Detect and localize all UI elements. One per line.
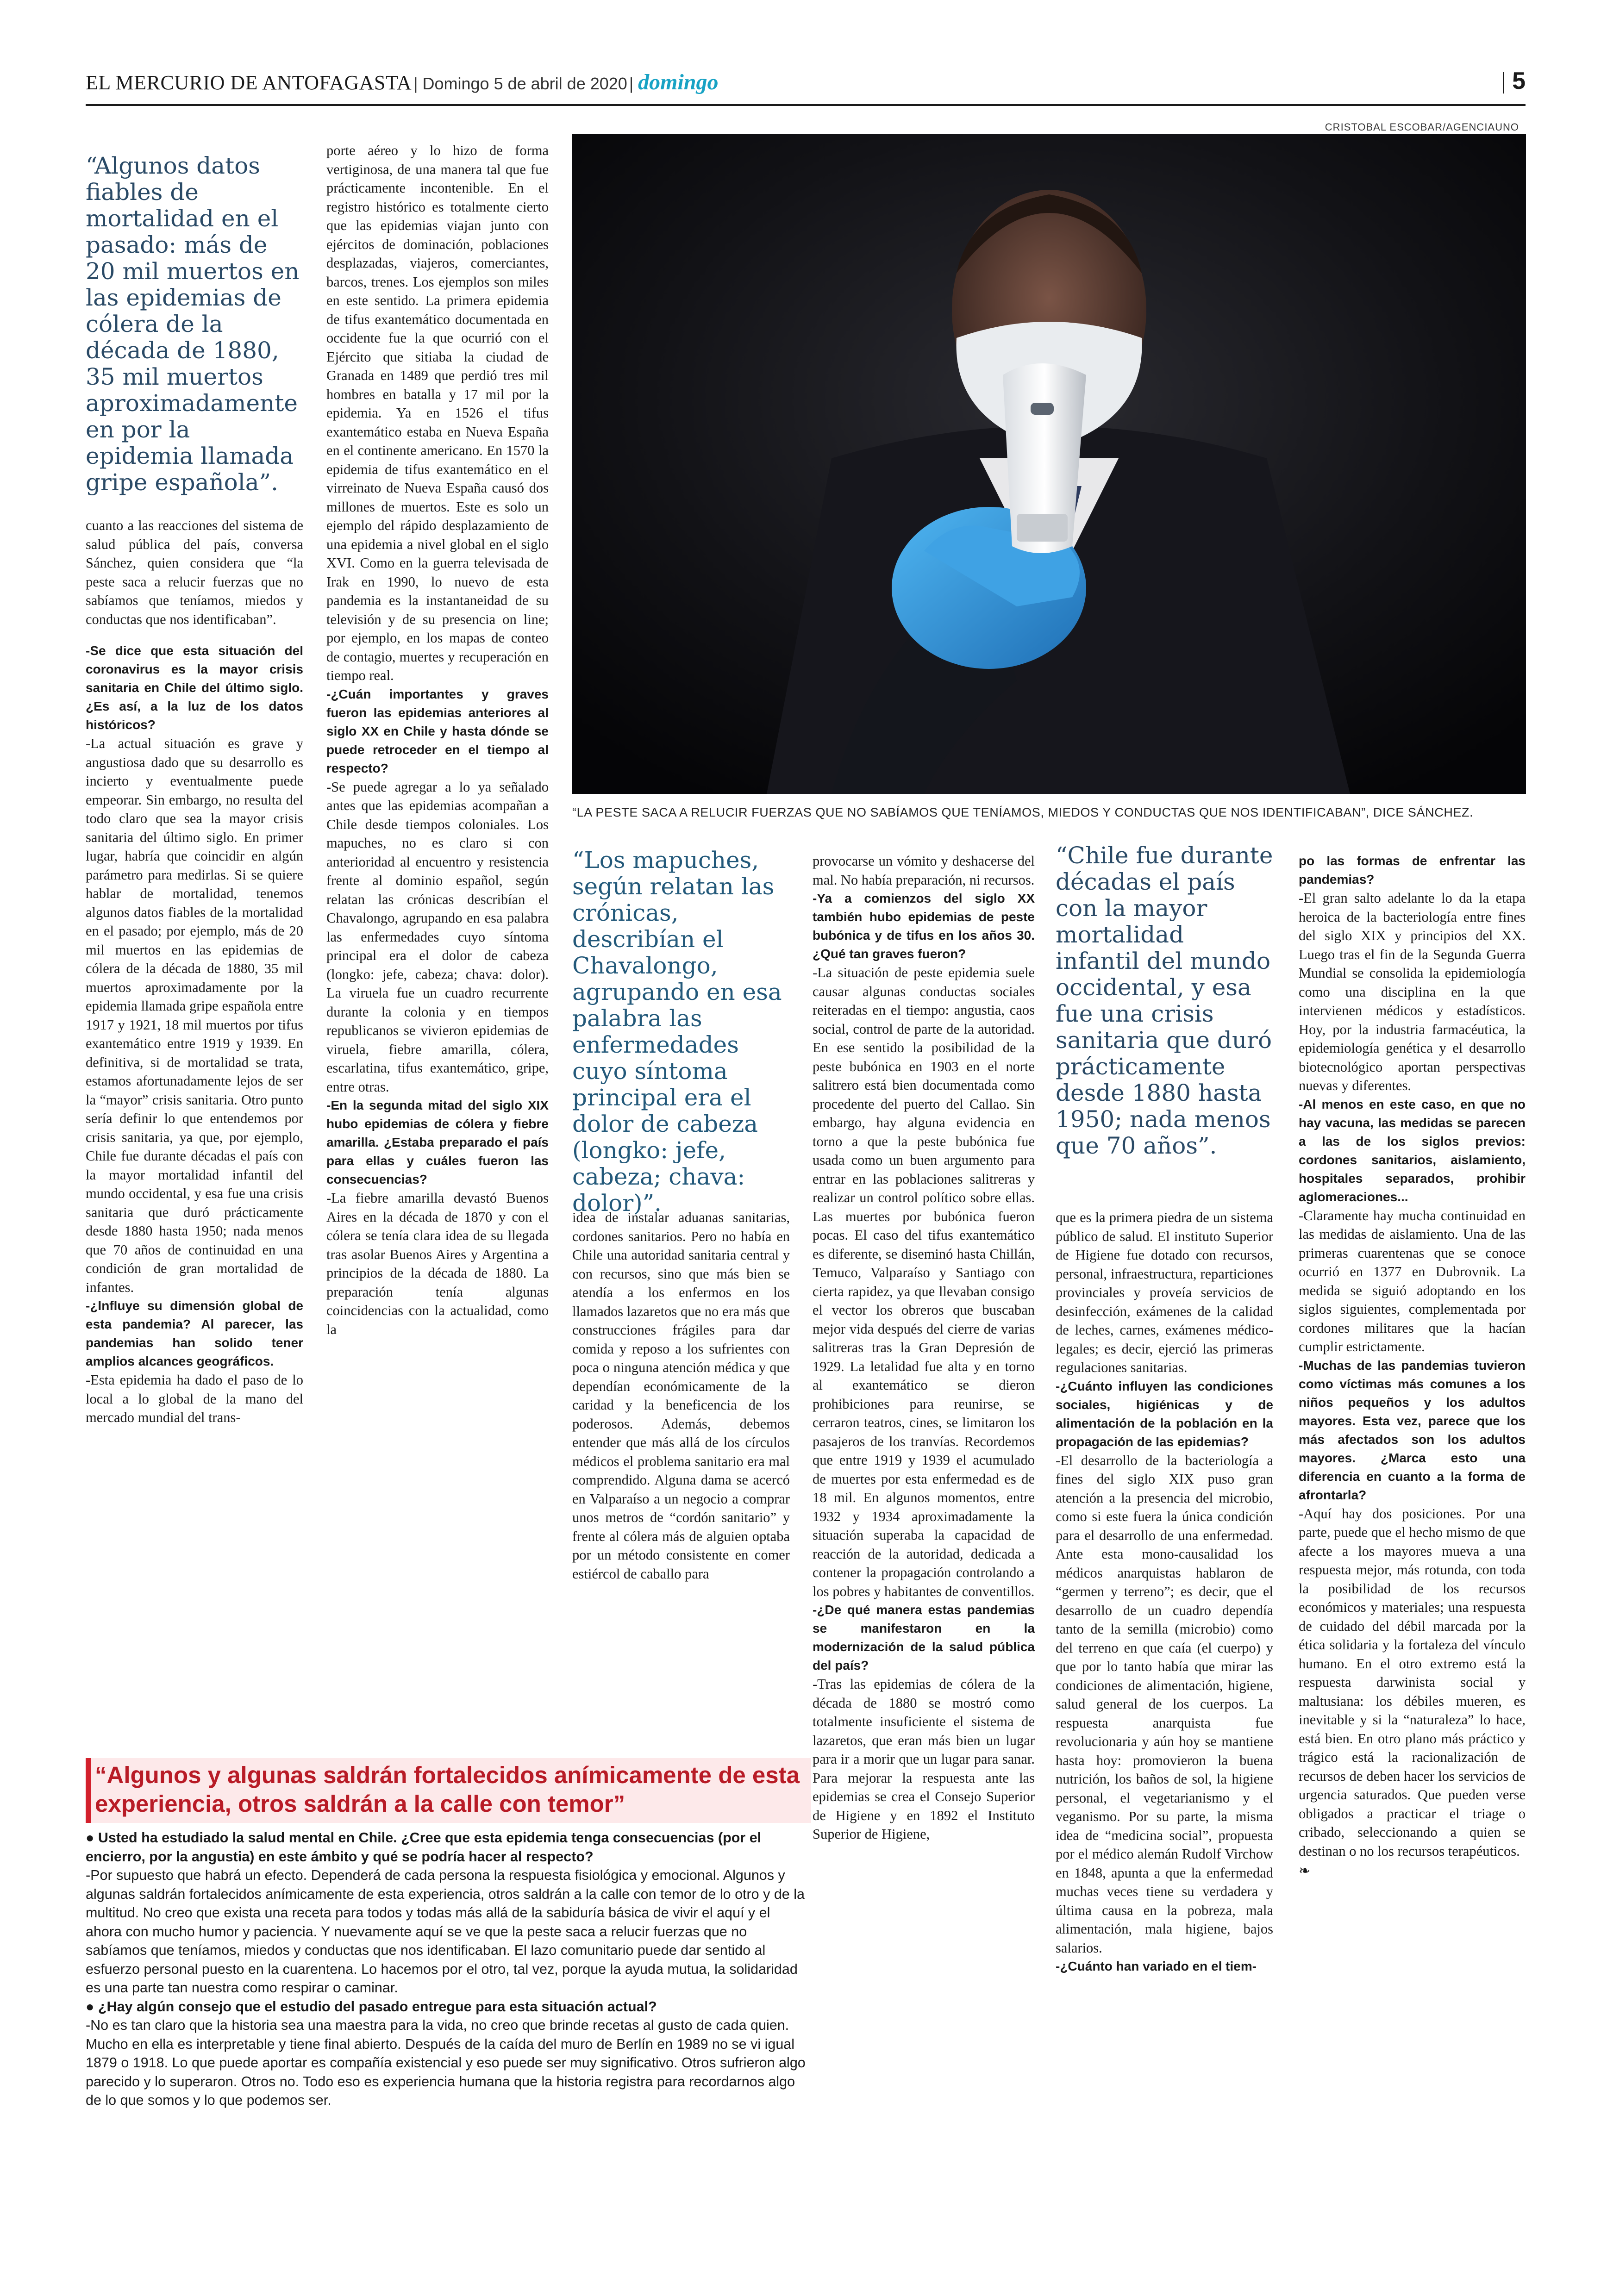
photo-caption: “LA PESTE SACA A RELUCIR FUERZAS QUE NO SABÍAMOS QUE TENÍAMOS, MIEDOS Y CONDUCTAS QUE NOS IDENTIFICABAN”, DICE SÁNCHEZ.: [572, 805, 1474, 819]
column-4: [813, 852, 1035, 1844]
pull-quote-1: “Algunos datos fiables de mortalidad en el pasado: más de 20 mil muertos en las epidemias de cólera de la década de 1880, 35 mil muertos aproximadamente en por la epidemia llamada gripe española”.: [86, 152, 300, 496]
bullet-icon: ●: [86, 1830, 98, 1846]
column-1: [86, 516, 303, 1427]
paragraph: -El gran salto adelante lo da la etapa heroica de la bacteriología entre fines del siglo XIX y principios del XX. Luego tras el fin de la Segunda Guerra Mundial se consolida la epidemiología como una disciplina en la que intervienen médicos y estadísticos. Hoy, por la industria farmacéutica, la epidemiología genética y el desarrollo biotecnológico aportan perspectivas nuevas y diferentes.: [1299, 890, 1526, 1093]
question: -En la segunda mitad del siglo XIX hubo epidemias de cólera y fiebre amarilla. ¿Estaba preparado el país para ellas y cuáles fueron las consecuencias?: [326, 1098, 549, 1186]
paragraph: -Se puede agregar a lo ya señalado antes que las epidemias acompañan a Chile desde tiempos coloniales. Los mapuches, no es claro si con anterioridad al encuentro y resistencia frente al dominio español, según relatan las crónicas describían el Chavalongo, agrupando en esa palabra las enfermedades cuyo síntoma principal era el dolor de cabeza (longko: jefe, cabeza; chava: dolor). La viruela fue un cuadro recurrente durante la colonia y en tiempos republicanos se vivieron epidemias de viruela, fiebre amarilla, cólera, escarlatina, tifus exantemático, gripe, entre otras.: [326, 779, 549, 1095]
paragraph: porte aéreo y lo hizo de forma vertiginosa, de una manera tal que fue prácticamente incontenible. En el registro histórico es totalmente cierto que las epidemias viajan junto con ejércitos de dominación, poblaciones desplazadas, viajeros, comerciantes, barcos, trenes. Los ejemplos son miles en este sentido. La primera epidemia de tifus exantemático documentada en occidente fue la que ocurrió con el Ejército que sitiaba la ciudad de Granada en 1489 que perdió tres mil hombres en batalla y 17 mil por la epidemia. Ya en 1526 el tifus exantemático estaba en Nueva España en el continente americano. En 1570 la epidemia de tifus exantemático en el virreinato de Nueva España causó dos millones de muertos. Este es solo un ejemplo del rápido desplazamiento de una epidemia a nivel global en el siglo XVI. Como en la guerra televisada de Irak en 1990, lo nuevo de esta pandemia es la instantaneidad de su televisión y de su presencia on line; por ejemplo, en los mapas de conteo de contagio, muertes y recuperación en tiempo real.: [326, 143, 549, 683]
question: -¿Influye su dimensión global de esta pandemia? Al parecer, las pandemias han solido tener amplios alcances geográficos.: [86, 1298, 303, 1368]
question: -Muchas de las pandemias tuvieron como víctimas más comunes a los niños pequeños y los adultos mayores. Esta vez, parece que los más afectados son los adultos mayores. ¿Marca esto una diferencia en cuanto a la forma de afrontarla?: [1299, 1358, 1526, 1502]
question: -¿Cuánto influyen las condiciones sociales, higiénicas y de alimentación de la población en la propagación de las epidemias?: [1056, 1379, 1273, 1449]
paragraph: cuanto a las reacciones del sistema de salud pública del país, conversa Sánchez, quien considera que “la peste saca a relucir fuerzas que no sabíamos que teníamos, miedos y conductas que nos identificaban”.: [86, 518, 303, 627]
separator: |: [413, 74, 423, 93]
newspaper-name: EL MERCURIO DE ANTOFAGASTA: [86, 71, 412, 94]
paragraph: idea de instalar aduanas sanitarias, cordones sanitarios. Pero no había en Chile una autoridad sanitaria central y con recursos, sino que más bien se atendía a los enfermos en los llamados lazaretos que no era más que construcciones frágiles para dar comida y reposo a los sufrientes con poca o ninguna atención médica y que dependían económicamente de la caridad y la beneficencia de los poderosos. Además, debemos entender que más allá de los círculos médicos el problema sanitario era mal comprendido. Alguna dama se acercó en Valparaíso a un negocio a comprar unos metros de “cordón sanitario” y frente al cólera más de alguien optaba por un método consistente en comer estiércol de caballo para: [572, 1210, 790, 1582]
page-number: 5: [1512, 68, 1526, 94]
question: -Al menos en este caso, en que no hay vacuna, las medidas se parecen a las de los siglos previos: cordones sanitarios, aislamiento, hospitales separados, prohibir aglomeraciones...: [1299, 1097, 1526, 1204]
question: -Ya a comienzos del siglo XX también hubo epidemias de peste bubónica y de tifus en los años 30. ¿Qué tan graves fueron?: [813, 891, 1035, 961]
paragraph: que es la primera piedra de un sistema público de salud. El instituto Superior de Higiene fue dotado con recursos, personal, infraestructura, reparticiones provinciales y proveía servicios de desinfección, exámenes de la calidad de leches, carnes, exámenes médico-legales; es decir, ejerció las primeras regulaciones sanitarias.: [1056, 1210, 1273, 1375]
end-of-article-icon: ❧: [1299, 1863, 1311, 1879]
paragraph: -Claramente hay mucha continuidad en las medidas de aislamiento. Una de las primeras cuarentenas que se conoce ocurrió en 1377 en Dubrovnik. La medida se siguió adoptando en los siglos siguientes, complementada por cordones militares que la hacían cumplir estrictamente.: [1299, 1207, 1526, 1354]
column-2: [326, 141, 549, 1339]
page-number-divider: [1503, 72, 1504, 94]
header-rule: [86, 104, 1526, 106]
paragraph: -Aquí hay dos posiciones. Por una parte, puede que el hecho mismo de que afecte a los mayores mueva a una respuesta mejor, más rotunda, con toda la posibilidad de los recursos económicos y materiales; una respuesta de cuidado del débil marcada por la ética solidaria y la fortaleza del vínculo humano. En el otro extremo está la respuesta darwinista social y maltusiana: los débiles mueren, es inevitable y si la “naturaleza” lo hace, está bien. En otro plano más práctico y trágico está la racionalización de recursos de deben hacer los servicios de urgencia saturados. Que pueden verse obligados a practicar el triage o cribado, seleccionando a quien se destinan o no los recursos terapéuticos.: [1299, 1505, 1526, 1859]
bullet-icon: ●: [86, 1998, 98, 2015]
column-3: [572, 1208, 790, 1583]
question: -¿Cuánto han variado en el tiem-: [1056, 1959, 1257, 1973]
end-mark: [1299, 1861, 1526, 1881]
photo-credit: CRISTOBAL ESCOBAR/AGENCIAUNO: [1325, 121, 1519, 133]
question-text: ¿Hay algún consejo que el estudio del pasado entregue para esta situación actual?: [98, 1998, 657, 2015]
pull-quote-3: “Chile fue durante décadas el país con la mayor mortalidad infantil del mundo occidental, y esa fue una crisis sanitaria que duró prácticamente desde 1880 hasta 1950; nada menos que 70 años”.: [1056, 842, 1273, 1159]
paragraph: -Tras las epidemias de cólera de la década de 1880 se mostró como totalmente insuficiente el sistema de lazaretos, que eran más bien un lugar para ir a morir que un lugar para sanar. Para mejorar la respuesta ante las epidemias se crea el Consejo Superior de Higiene y en 1892 el Instituto Superior de Higiene,: [813, 1676, 1035, 1842]
separator: |: [629, 74, 638, 93]
paragraph: -La fiebre amarilla devastó Buenos Aires en la década de 1870 y con el cólera se tenía clara idea de su llegada tras asolar Buenos Aires y Argentina a principios de la década de 1880. La preparación tenía algunas coincidencias con la actualidad, como la: [326, 1190, 549, 1337]
paragraph: -Esta epidemia ha dado el paso de lo local a lo global de la mano del mercado mundial del trans-: [86, 1372, 303, 1425]
question: -Se dice que esta situación del coronavirus es la mayor crisis sanitaria en Chile del último siglo. ¿Es así, a la luz de los datos históricos?: [86, 643, 303, 732]
photo-illustration: [572, 134, 1526, 794]
page-header: [86, 69, 1526, 102]
column-6: [1299, 852, 1526, 1881]
question: -¿Cuán importantes y graves fueron las epidemias anteriores al siglo XX en Chile y hasta dónde se puede retroceder en el tiempo al respecto?: [326, 686, 549, 775]
paragraph: provocarse un vómito y deshacerse del mal. No había preparación, ni recursos.: [813, 853, 1035, 888]
main-photo: [572, 134, 1526, 794]
question: -¿De qué manera estas pandemias se manifestaron en la modernización de la salud pública del país?: [813, 1603, 1035, 1672]
question-text: Usted ha estudiado la salud mental en Chile. ¿Cree que esta epidemia tenga consecuencias (por el encierro, por la angustia) en este ámbito y qué se podría hacer al respecto?: [86, 1830, 762, 1865]
section-name: domingo: [638, 70, 719, 94]
paragraph: -La situación de peste epidemia suele causar algunas conductas sociales reiteradas en el tiempo: angustia, caos social, control de parte de la autoridad. En ese sentido la posibilidad de la peste bubónica en 1903 en el norte salitrero está bien documentada como procedente del puerto del Callao. Sin embargo, hay alguna evidencia en torno a que la peste bubónica fue usada como un buen argumento para entrar en las poblaciones salitreras y realizar un control político sobre ellas. Las muertes por bubónica fueron pocas. El caso del tifus exantemático es diferente, se diseminó hasta Chillán, Temuco, Valparaíso y Santiago con cierta rapidez, ya que llevaban consigo el vector los obreros que buscaban mejor vida después del cierre de varias salitreras tras la Gran Depresión de 1929. La letalidad fue alta y en torno al exantemático se dieron prohibiciones para reunirse, se cerraron teatros, cines, se limitaron los pasajeros de los tranvías. Recordemos que entre 1919 y 1939 el acumulado de muertes por esta enfermedad es de 18 mil. En algunos momentos, entre 1932 y 1934 aproximadamente la situación superaba la capacidad de reacción de la autoridad, dedicada a contener la propagación controlando a los pobres y habitantes de conventillos.: [813, 965, 1035, 1599]
question: po las formas de enfrentar las pandemias?: [1299, 854, 1526, 886]
question: [86, 1828, 806, 1866]
sidebar-body: [86, 1828, 806, 2110]
question: [86, 1997, 806, 2016]
pull-quote-2: “Los mapuches, según relatan las crónicas, describían el Chavalongo, agrupando en esa palabra las enfermedades cuyo síntoma principal era el dolor de cabeza (longko: jefe, cabeza; chava: dolor)”.: [572, 847, 782, 1217]
column-5: [1056, 1208, 1273, 1976]
answer: -Por supuesto que habrá un efecto. Dependerá de cada persona la respuesta fisiológica y emocional. Algunos y algunas saldrán fortalecidos anímicamente de esta experiencia, otros saldrán a la calle con temor de lo otro y de la multitud. No creo que exista una receta para todos y todas más allá de la sabiduría básica de vivir el aquí y el ahora con mucho humor y paciencia. Y nuevamente aquí se ve que la peste saca a relucir fuerzas que no sabíamos que teníamos, miedos y conductas que nos identificaban. El lazo comunitario puede dar sentido al esfuerzo personal puesto en la cuarentena. Lo hacemos por el otro, tal vez, porque la ayuda mutua, la solidaridad es una parte tan nuestra como respirar o caminar.: [86, 1867, 805, 1996]
paragraph: -El desarrollo de la bacteriología a fines del siglo XIX puso gran atención a la presencia del microbio, como si este fuera la única condición para el desarrollo de una enfermedad. Ante esta mono-causalidad los médicos anarquistas hablaron de “germen y terreno”; es decir, que el desarrollo de un cuadro dependía tanto de la semilla (microbio) como del terreno en que caía (el cuerpo) y que por lo tanto había que mirar las condiciones de alimentación, higiene, salud general de los cuerpos. La respuesta anarquista fue revolucionaria y aún hoy se mantiene hasta hoy: promovieron la buena nutrición, los baños de sol, la higiene personal, el vegetarianismo y el veganismo. Por su parte, la misma idea de “medicina social”, propuesta por el médico alemán Rudolf Virchow en 1848, apunta a que la enfermedad muchas veces tiene su verdadera y última causa en la pobreza, mala alimentación, mala higiene, bajos salarios.: [1056, 1452, 1273, 1956]
spacer: [86, 629, 303, 642]
answer: -No es tan claro que la historia sea una maestra para la vida, no creo que brinde recetas al gusto de cada quien. Mucho en ella es interpretable y tiene final abierto. Después de la caída del muro de Berlín en 1989 no se vi igual 1879 o 1918. Lo que puede aportar es compañía existencial y eso puede ser muy significativo. Otros sufrieron algo parecido y lo superaron. Otros no. Todo eso es experiencia humana que la historia registra para recordarnos algo de lo que somos y lo que podemos ser.: [86, 2017, 806, 2108]
sidebar-title: “Algunos y algunas saldrán fortalecidos anímicamente de esta experiencia, otros saldrán a la calle con temor”: [95, 1762, 800, 1817]
issue-date: Domingo 5 de abril de 2020: [422, 74, 627, 93]
paragraph: -La actual situación es grave y angustiosa dado que su desarrollo es incierto y eventualmente puede empeorar. Sin embargo, no resulta del todo claro que sea la mayor crisis sanitaria del último siglo. En primer lugar, habría que coincidir en algún parámetro para medirlas. Si se quiere hablar de mortalidad, tenemos algunos datos fiables de la mortalidad en el pasado; por ejemplo, más de 20 mil muertos en las epidemias de cólera de la década de 1880, 35 mil muertos aproximadamente por la epidemia llamada gripe española entre 1917 y 1921, 18 mil muertos por tifus exantemático entre 1919 y 1939. En definitiva, si de mortalidad se trata, estamos afortunadamente lejos de ser la “mayor” crisis sanitaria. Otro punto sería definir lo que entendemos por crisis sanitaria, ya que, por ejemplo, Chile fue durante décadas el país con la mayor mortalidad infantil del mundo occidental, y esa fue una crisis sanitaria que duró prácticamente desde 1880 hasta 1950; nada menos que 70 años de continuidad en una condición de gran mortalidad de infantes.: [86, 736, 303, 1295]
